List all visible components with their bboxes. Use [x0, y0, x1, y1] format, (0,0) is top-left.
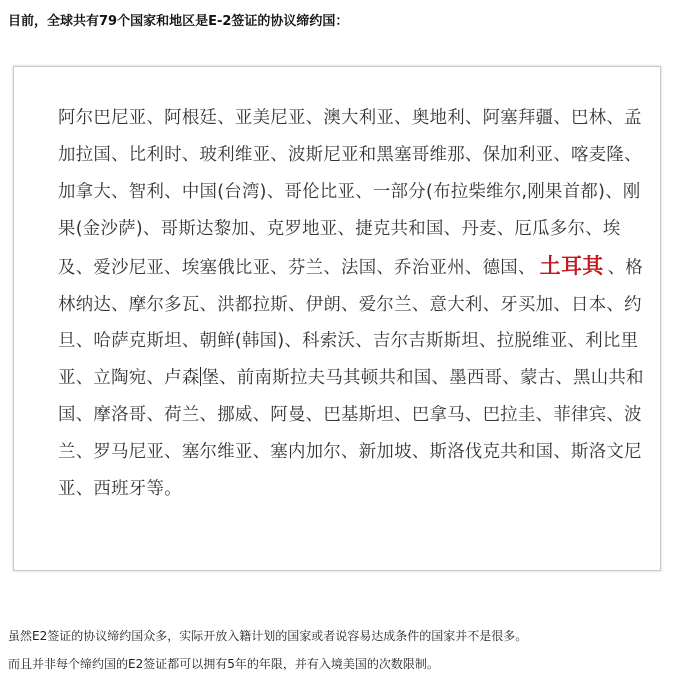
treaty-countries-list: [58, 100, 644, 508]
treaty-countries-box: [13, 66, 661, 571]
countries-text-before: 阿尔巴尼亚、阿根廷、亚美尼亚、澳大利亚、奥地利、阿塞拜疆、巴林、孟加拉国、比利时、玻利维亚、波斯尼亚和黑塞哥维那、保加利亚、喀麦隆、加拿大、智利、中国(台湾)、哥伦比亚、一部分(布拉柴维尔,刚果首都)、刚果(金沙萨)、哥斯达黎加、克罗地亚、捷克共和国、丹麦、厄瓜多尔、埃及、爱沙尼亚、埃塞俄比亚、芬兰、法国、乔治亚州、德国、: [58, 108, 642, 278]
text-cursor: [200, 367, 201, 386]
page-heading: 目前，全球共有79个国家和地区是E-2签证的协议缔约国：: [8, 14, 349, 29]
countries-text-after: 堡、前南斯拉夫马其顿共和国、墨西哥、蒙古、黑山共和国、摩洛哥、荷兰、挪威、阿曼、巴基斯坦、巴拿马、巴拉圭、菲律宾、波兰、罗马尼亚、塞尔维亚、塞内加尔、新加坡、斯洛伐克共和国、斯洛文尼亚、西班牙等。: [58, 368, 644, 500]
paragraph-1: 虽然E2签证的协议缔约国众多，实际开放入籍计划的国家或者说容易达成条件的国家并不是很多。: [8, 629, 528, 643]
paragraph-2: 而且并非每个缔约国的E2签证都可以拥有5年的年限，并有入境美国的次数限制。: [8, 657, 439, 671]
countries-text-middle: 、格林纳达、摩尔多瓦、洪都拉斯、伊朗、爱尔兰、意大利、牙买加、日本、约旦、哈萨克斯坦、朝鲜(韩国)、科索沃、吉尔吉斯斯坦、拉脱维亚、利比里亚、立陶宛、卢森: [58, 257, 643, 389]
highlighted-country: 土耳其: [539, 253, 604, 278]
